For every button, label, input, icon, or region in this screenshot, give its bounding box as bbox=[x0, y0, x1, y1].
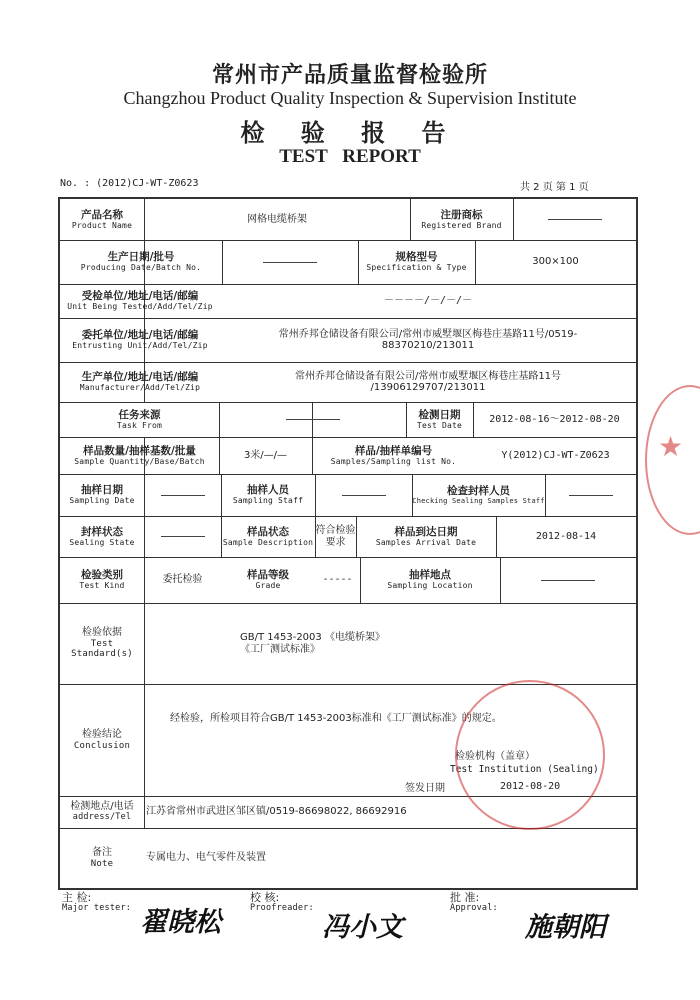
sample-qty-label: 样品数量/抽样基数/批量 Sample Quantity/Base/Batch bbox=[74, 444, 205, 466]
manufacturer-label: 生产单位/地址/电话/邮编 Manufacturer/Add/Tel/Zip bbox=[79, 371, 201, 393]
proofreader-label: 校 核: Proofreader: bbox=[250, 891, 314, 914]
remark-label: 备注 Note bbox=[90, 847, 114, 869]
location-value: 江苏省常州市武进区邹区镇/0519-86698022, 86692916 bbox=[146, 806, 407, 818]
entrusting-value: 常州乔邦仓储设备有限公司/常州市威墅堰区梅巷庄基路11号/0519- 88370210/213011 bbox=[278, 328, 578, 351]
product-name-label: 产品名称 Product Name bbox=[71, 208, 133, 230]
report-title-cn: 检 验 报 告 bbox=[240, 119, 460, 147]
remark-value: 专属电力、电气零件及装置 bbox=[146, 852, 266, 864]
sampling-location-value bbox=[500, 557, 636, 603]
unit-tested-label: 受检单位/地址/电话/邮编 Unit Being Tested/Add/Tel/Zip bbox=[67, 290, 213, 312]
sample-qty-value: 3米/—/— bbox=[243, 449, 288, 461]
issue-date-label: 签发日期 bbox=[405, 783, 445, 794]
major-tester-signature: 翟晓松 bbox=[140, 907, 221, 938]
grade-label: 样品等级 Grade bbox=[247, 569, 289, 591]
sealing-state-label: 封样状态 Sealing State bbox=[69, 525, 135, 547]
test-kind-value: 委托检验 bbox=[162, 574, 203, 586]
seal-star-icon: ★ bbox=[658, 430, 684, 463]
institute-title-en: Changzhou Product Quality Inspection & Supervision Institute bbox=[123, 88, 577, 108]
institution-seal-label-en: Test Institution (Sealing) bbox=[450, 764, 599, 775]
product-name-value: 网格电缆桥架 bbox=[247, 213, 307, 225]
institute-title-cn: 常州市产品质量监督检验所 bbox=[211, 63, 488, 88]
task-from-label: 任务来源 Task From bbox=[116, 408, 163, 430]
conclusion-text: 经检验，所检项目符合GB/T 1453-2003标准和《工厂测试标准》的规定。 bbox=[170, 713, 502, 724]
sampling-staff-label: 抽样人员 Sampling Staff bbox=[232, 484, 304, 506]
location-label: 检测地点/电话 address/Tel bbox=[70, 801, 134, 822]
page-count: 共 2 页 第 1 页 bbox=[520, 182, 589, 193]
sealing-state-value bbox=[144, 516, 221, 557]
proofreader-signature: 冯小文 bbox=[322, 912, 403, 943]
sampling-date-value bbox=[144, 474, 221, 516]
spec-label: 规格型号 Specification & Type bbox=[366, 251, 467, 273]
sample-desc-label: 样品状态 Sample Description bbox=[222, 525, 314, 547]
inspection-seal bbox=[455, 680, 605, 830]
task-from-value bbox=[219, 402, 406, 437]
standard-value: GB/T 1453-2003 《电缆桥架》 《工厂测试标准》 bbox=[240, 632, 385, 655]
approval-signature: 施朝阳 bbox=[525, 912, 606, 943]
issue-date-value: 2012-08-20 bbox=[500, 781, 561, 792]
sampling-staff-value bbox=[315, 474, 412, 516]
test-date-label: 检测日期 Test Date bbox=[416, 408, 463, 430]
standard-label: 检验依据 Test Standard(s) bbox=[71, 627, 133, 660]
sampling-location-label: 抽样地点 Sampling Location bbox=[387, 569, 473, 591]
unit-tested-value: －－－－/－/－/－ bbox=[383, 295, 473, 307]
major-tester-label: 主 检: Major tester: bbox=[62, 891, 132, 914]
arrival-date-label: 样品到达日期 Samples Arrival Date bbox=[375, 525, 477, 547]
manufacturer-value: 常州乔邦仓储设备有限公司/常州市威墅堰区梅巷庄基路11号 /13906129707/213011 bbox=[294, 370, 562, 393]
report-number: No. : (2012)CJ-WT-Z0623 bbox=[60, 178, 199, 189]
grade-value: ----- bbox=[322, 574, 353, 586]
sample-desc-value: 符合检验 要求 bbox=[315, 525, 356, 548]
test-kind-label: 检验类别 Test Kind bbox=[79, 569, 125, 591]
test-date-value: 2012-08-16～2012-08-20 bbox=[489, 413, 620, 425]
producing-date-value bbox=[222, 240, 358, 284]
institution-seal-label: 检验机构（盖章） bbox=[455, 751, 535, 762]
conclusion-label: 检验结论 Conclusion bbox=[73, 729, 131, 751]
sampling-list-value: Y(2012)CJ-WT-Z0623 bbox=[501, 449, 610, 461]
sampling-date-label: 抽样日期 Sampling Date bbox=[69, 484, 135, 506]
entrusting-label: 委托单位/地址/电话/邮编 Entrusting Unit/Add/Tel/Zip bbox=[72, 329, 208, 351]
spec-value: 300×100 bbox=[532, 256, 579, 268]
checking-sealing-value bbox=[545, 474, 636, 516]
brand-label: 注册商标 Registered Brand bbox=[421, 208, 502, 230]
approval-label: 批 准: Approval: bbox=[450, 891, 498, 914]
arrival-date-value: 2012-08-14 bbox=[535, 530, 597, 542]
producing-date-label: 生产日期/批号 Producing Date/Batch No. bbox=[80, 251, 202, 273]
sampling-list-label: 样品/抽样单编号 Samples/Sampling list No. bbox=[330, 444, 457, 466]
report-title-en: TEST REPORT bbox=[279, 146, 421, 167]
checking-sealing-label: 检查封样人员 Checking Sealing Samples Staff bbox=[412, 484, 545, 505]
brand-value bbox=[513, 199, 636, 240]
